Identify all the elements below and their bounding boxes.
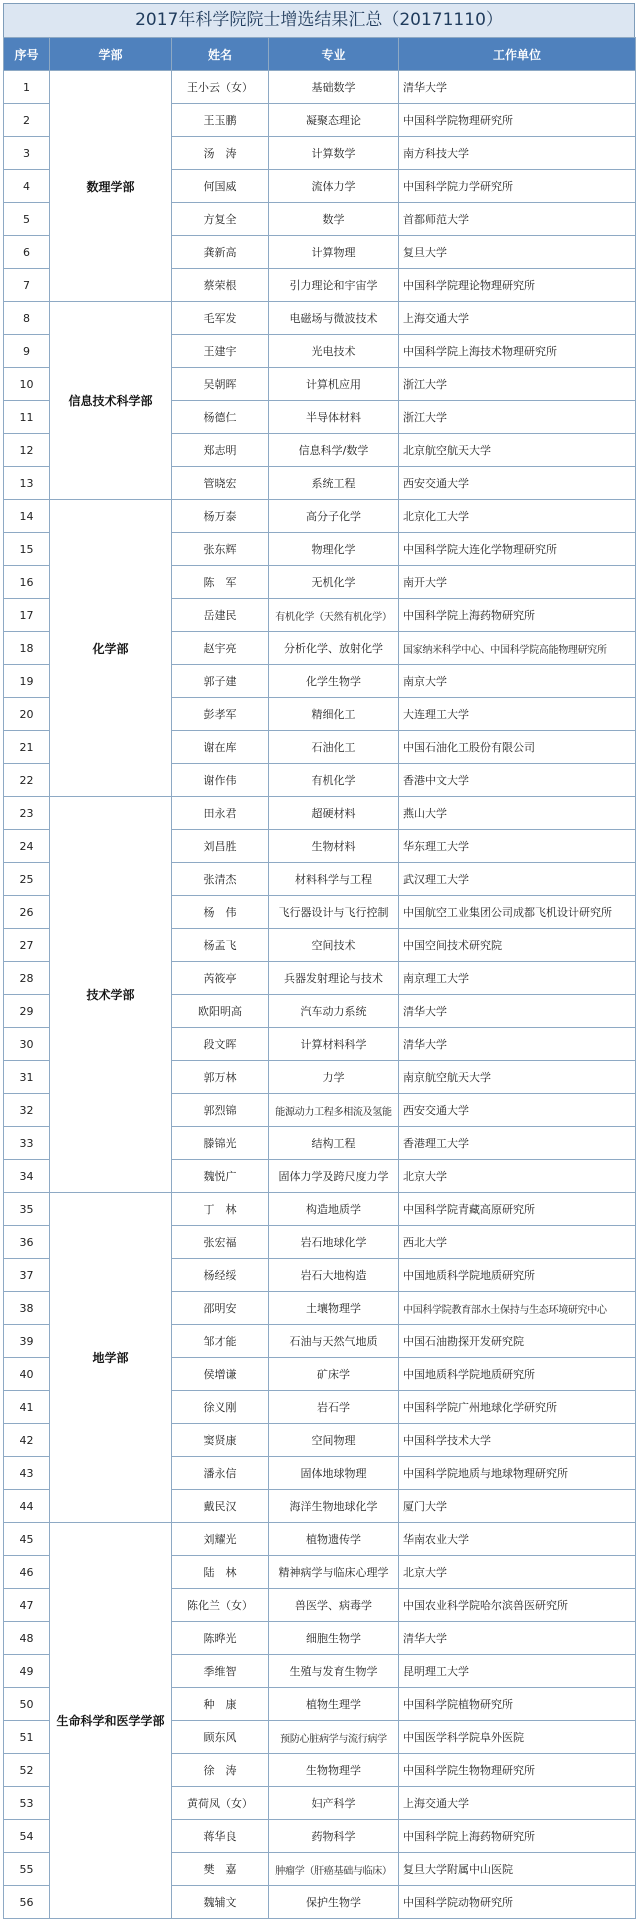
row-index: 56 [4,1886,50,1919]
member-organization: 中国地质科学院地质研究所 [399,1259,636,1292]
row-index: 52 [4,1754,50,1787]
sheet-title: 2017年科学院院士增选结果汇总（20171110） [3,3,635,37]
member-organization: 首都师范大学 [399,203,636,236]
member-organization: 中国石油勘探开发研究院 [399,1325,636,1358]
member-organization: 南京理工大学 [399,962,636,995]
member-organization: 中国科学院理论物理研究所 [399,269,636,302]
member-major: 化学生物学 [269,665,399,698]
member-organization: 中国科学院广州地球化学研究所 [399,1391,636,1424]
row-index: 33 [4,1127,50,1160]
member-major: 物理化学 [269,533,399,566]
member-name: 王玉鹏 [172,104,269,137]
member-major: 计算数学 [269,137,399,170]
member-organization: 中国科学院力学研究所 [399,170,636,203]
member-name: 刘耀光 [172,1523,269,1556]
department-cell: 生命科学和医学学部 [50,1523,172,1919]
member-organization: 中国科学院青藏高原研究所 [399,1193,636,1226]
member-organization: 清华大学 [399,71,636,104]
row-index: 34 [4,1160,50,1193]
row-index: 51 [4,1721,50,1754]
member-organization: 浙江大学 [399,368,636,401]
member-organization: 西安交通大学 [399,467,636,500]
member-major: 引力理论和宇宙学 [269,269,399,302]
member-name: 郑志明 [172,434,269,467]
member-name: 魏辅文 [172,1886,269,1919]
col-header-major: 专业 [269,38,399,71]
member-major: 兵器发射理论与技术 [269,962,399,995]
member-name: 陈化兰（女） [172,1589,269,1622]
member-organization: 复旦大学 [399,236,636,269]
row-index: 11 [4,401,50,434]
member-organization: 中国医学科学院阜外医院 [399,1721,636,1754]
member-name: 徐 涛 [172,1754,269,1787]
department-cell: 地学部 [50,1193,172,1523]
member-name: 种 康 [172,1688,269,1721]
member-major: 精细化工 [269,698,399,731]
row-index: 45 [4,1523,50,1556]
table-row [4,1193,636,1226]
member-major: 岩石学 [269,1391,399,1424]
row-index: 20 [4,698,50,731]
row-index: 30 [4,1028,50,1061]
member-organization: 香港理工大学 [399,1127,636,1160]
member-major: 预防心脏病学与流行病学 [269,1721,399,1754]
member-major: 超硬材料 [269,797,399,830]
member-name: 何国威 [172,170,269,203]
header-row [4,38,636,71]
member-major: 岩石大地构造 [269,1259,399,1292]
member-major: 计算材料科学 [269,1028,399,1061]
member-name: 张宏福 [172,1226,269,1259]
member-major: 飞行器设计与飞行控制 [269,896,399,929]
member-major: 岩石地球化学 [269,1226,399,1259]
member-major: 精神病学与临床心理学 [269,1556,399,1589]
row-index: 29 [4,995,50,1028]
member-organization: 中国航空工业集团公司成都飞机设计研究所 [399,896,636,929]
member-major: 石油化工 [269,731,399,764]
row-index: 8 [4,302,50,335]
row-index: 22 [4,764,50,797]
member-organization: 中国科学院上海药物研究所 [399,1820,636,1853]
member-name: 王小云（女） [172,71,269,104]
row-index: 24 [4,830,50,863]
member-organization: 上海交通大学 [399,1787,636,1820]
member-name: 蒋华良 [172,1820,269,1853]
row-index: 26 [4,896,50,929]
member-name: 彭孝军 [172,698,269,731]
member-name: 陈 军 [172,566,269,599]
member-name: 窦贤康 [172,1424,269,1457]
member-major: 空间物理 [269,1424,399,1457]
row-index: 23 [4,797,50,830]
member-organization: 中国科学院生物物理研究所 [399,1754,636,1787]
member-organization: 清华大学 [399,1028,636,1061]
member-organization: 中国石油化工股份有限公司 [399,731,636,764]
row-index: 21 [4,731,50,764]
member-organization: 北京大学 [399,1556,636,1589]
member-major: 汽车动力系统 [269,995,399,1028]
member-organization: 华东理工大学 [399,830,636,863]
row-index: 12 [4,434,50,467]
member-major: 分析化学、放射化学 [269,632,399,665]
row-index: 41 [4,1391,50,1424]
member-name: 龚新高 [172,236,269,269]
member-name: 杨经绥 [172,1259,269,1292]
member-name: 邵明安 [172,1292,269,1325]
member-organization: 中国科学院上海技术物理研究所 [399,335,636,368]
row-index: 9 [4,335,50,368]
member-name: 管晓宏 [172,467,269,500]
member-organization: 大连理工大学 [399,698,636,731]
member-name: 徐义刚 [172,1391,269,1424]
member-major: 计算机应用 [269,368,399,401]
member-organization: 北京大学 [399,1160,636,1193]
member-name: 侯增谦 [172,1358,269,1391]
row-index: 2 [4,104,50,137]
member-name: 魏悦广 [172,1160,269,1193]
member-organization: 南方科技大学 [399,137,636,170]
member-organization: 武汉理工大学 [399,863,636,896]
member-name: 戴民汉 [172,1490,269,1523]
member-name: 刘昌胜 [172,830,269,863]
row-index: 44 [4,1490,50,1523]
row-index: 14 [4,500,50,533]
member-major: 生物物理学 [269,1754,399,1787]
table-row [4,797,636,830]
member-organization: 浙江大学 [399,401,636,434]
member-major: 半导体材料 [269,401,399,434]
row-index: 40 [4,1358,50,1391]
row-index: 38 [4,1292,50,1325]
table-row [4,302,636,335]
member-organization: 西北大学 [399,1226,636,1259]
row-index: 48 [4,1622,50,1655]
member-major: 有机化学（天然有机化学） [269,599,399,632]
member-major: 材料科学与工程 [269,863,399,896]
member-name: 杨孟飞 [172,929,269,962]
member-major: 信息科学/数学 [269,434,399,467]
member-organization: 南开大学 [399,566,636,599]
member-name: 岳建民 [172,599,269,632]
member-major: 电磁场与微波技术 [269,302,399,335]
member-name: 黄荷凤（女） [172,1787,269,1820]
row-index: 15 [4,533,50,566]
member-major: 系统工程 [269,467,399,500]
member-name: 欧阳明高 [172,995,269,1028]
member-major: 凝聚态理论 [269,104,399,137]
row-index: 1 [4,71,50,104]
member-major: 固体地球物理 [269,1457,399,1490]
table-row [4,71,636,104]
row-index: 42 [4,1424,50,1457]
row-index: 32 [4,1094,50,1127]
col-header-index: 序号 [4,38,50,71]
member-organization: 昆明理工大学 [399,1655,636,1688]
row-index: 25 [4,863,50,896]
col-header-org: 工作单位 [399,38,636,71]
member-name: 顾东风 [172,1721,269,1754]
department-cell: 数理学部 [50,71,172,302]
row-index: 54 [4,1820,50,1853]
member-name: 方复全 [172,203,269,236]
row-index: 53 [4,1787,50,1820]
results-table [3,37,636,1919]
member-name: 张东辉 [172,533,269,566]
member-name: 杨万泰 [172,500,269,533]
member-major: 无机化学 [269,566,399,599]
member-organization: 中国科学院教育部水土保持与生态环境研究中心 [399,1292,636,1325]
member-organization: 香港中文大学 [399,764,636,797]
member-organization: 清华大学 [399,1622,636,1655]
member-name: 汤 涛 [172,137,269,170]
member-name: 王建宇 [172,335,269,368]
row-index: 36 [4,1226,50,1259]
member-name: 赵宇亮 [172,632,269,665]
member-name: 张清杰 [172,863,269,896]
row-index: 19 [4,665,50,698]
member-name: 谢在库 [172,731,269,764]
member-organization: 北京化工大学 [399,500,636,533]
member-major: 生殖与发育生物学 [269,1655,399,1688]
member-organization: 厦门大学 [399,1490,636,1523]
row-index: 6 [4,236,50,269]
row-index: 39 [4,1325,50,1358]
member-organization: 西安交通大学 [399,1094,636,1127]
member-name: 樊 嘉 [172,1853,269,1886]
row-index: 10 [4,368,50,401]
row-index: 17 [4,599,50,632]
member-major: 力学 [269,1061,399,1094]
row-index: 13 [4,467,50,500]
member-name: 陈晔光 [172,1622,269,1655]
member-major: 保护生物学 [269,1886,399,1919]
member-organization: 南京航空航天大学 [399,1061,636,1094]
member-name: 杨 伟 [172,896,269,929]
row-index: 4 [4,170,50,203]
member-organization: 中国科学院地质与地球物理研究所 [399,1457,636,1490]
member-name: 毛军发 [172,302,269,335]
member-major: 兽医学、病毒学 [269,1589,399,1622]
row-index: 18 [4,632,50,665]
member-organization: 中国科学院物理研究所 [399,104,636,137]
row-index: 50 [4,1688,50,1721]
row-index: 49 [4,1655,50,1688]
member-name: 郭烈锦 [172,1094,269,1127]
department-cell: 化学部 [50,500,172,797]
member-name: 田永君 [172,797,269,830]
member-name: 潘永信 [172,1457,269,1490]
member-organization: 华南农业大学 [399,1523,636,1556]
member-name: 陆 林 [172,1556,269,1589]
row-index: 7 [4,269,50,302]
member-major: 药物科学 [269,1820,399,1853]
member-organization: 中国科学院植物研究所 [399,1688,636,1721]
row-index: 46 [4,1556,50,1589]
member-organization: 燕山大学 [399,797,636,830]
row-index: 28 [4,962,50,995]
member-organization: 中国科学院大连化学物理研究所 [399,533,636,566]
member-name: 丁 林 [172,1193,269,1226]
member-name: 郭子建 [172,665,269,698]
member-major: 肿瘤学（肝癌基础与临床） [269,1853,399,1886]
member-organization: 南京大学 [399,665,636,698]
member-major: 有机化学 [269,764,399,797]
member-major: 海洋生物地球化学 [269,1490,399,1523]
member-organization: 中国地质科学院地质研究所 [399,1358,636,1391]
member-major: 能源动力工程多相流及氢能 [269,1094,399,1127]
member-major: 生物材料 [269,830,399,863]
member-major: 矿床学 [269,1358,399,1391]
member-name: 滕锦光 [172,1127,269,1160]
member-major: 空间技术 [269,929,399,962]
table-body [4,71,636,1919]
row-index: 35 [4,1193,50,1226]
member-name: 邹才能 [172,1325,269,1358]
department-cell: 信息技术科学部 [50,302,172,500]
member-major: 光电技术 [269,335,399,368]
member-organization: 上海交通大学 [399,302,636,335]
member-major: 妇产科学 [269,1787,399,1820]
member-major: 土壤物理学 [269,1292,399,1325]
results-sheet [3,3,635,1919]
row-index: 47 [4,1589,50,1622]
row-index: 55 [4,1853,50,1886]
row-index: 27 [4,929,50,962]
member-name: 郭万林 [172,1061,269,1094]
member-major: 计算物理 [269,236,399,269]
member-major: 数学 [269,203,399,236]
member-major: 结构工程 [269,1127,399,1160]
member-organization: 复旦大学附属中山医院 [399,1853,636,1886]
member-major: 植物遗传学 [269,1523,399,1556]
member-major: 流体力学 [269,170,399,203]
row-index: 5 [4,203,50,236]
col-header-department: 学部 [50,38,172,71]
member-major: 构造地质学 [269,1193,399,1226]
row-index: 37 [4,1259,50,1292]
table-row [4,1523,636,1556]
member-major: 细胞生物学 [269,1622,399,1655]
member-name: 谢作伟 [172,764,269,797]
row-index: 16 [4,566,50,599]
member-major: 植物生理学 [269,1688,399,1721]
member-major: 固体力学及跨尺度力学 [269,1160,399,1193]
member-organization: 国家纳米科学中心、中国科学院高能物理研究所 [399,632,636,665]
row-index: 3 [4,137,50,170]
member-organization: 中国科学技术大学 [399,1424,636,1457]
member-organization: 北京航空航天大学 [399,434,636,467]
member-organization: 清华大学 [399,995,636,1028]
member-name: 季维智 [172,1655,269,1688]
member-organization: 中国科学院动物研究所 [399,1886,636,1919]
row-index: 43 [4,1457,50,1490]
table-row [4,500,636,533]
member-name: 吴朝晖 [172,368,269,401]
member-organization: 中国空间技术研究院 [399,929,636,962]
member-major: 石油与天然气地质 [269,1325,399,1358]
member-organization: 中国农业科学院哈尔滨兽医研究所 [399,1589,636,1622]
member-name: 蔡荣根 [172,269,269,302]
member-name: 芮筱亭 [172,962,269,995]
row-index: 31 [4,1061,50,1094]
member-major: 高分子化学 [269,500,399,533]
col-header-name: 姓名 [172,38,269,71]
member-name: 段文晖 [172,1028,269,1061]
department-cell: 技术学部 [50,797,172,1193]
member-major: 基础数学 [269,71,399,104]
member-organization: 中国科学院上海药物研究所 [399,599,636,632]
member-name: 杨德仁 [172,401,269,434]
